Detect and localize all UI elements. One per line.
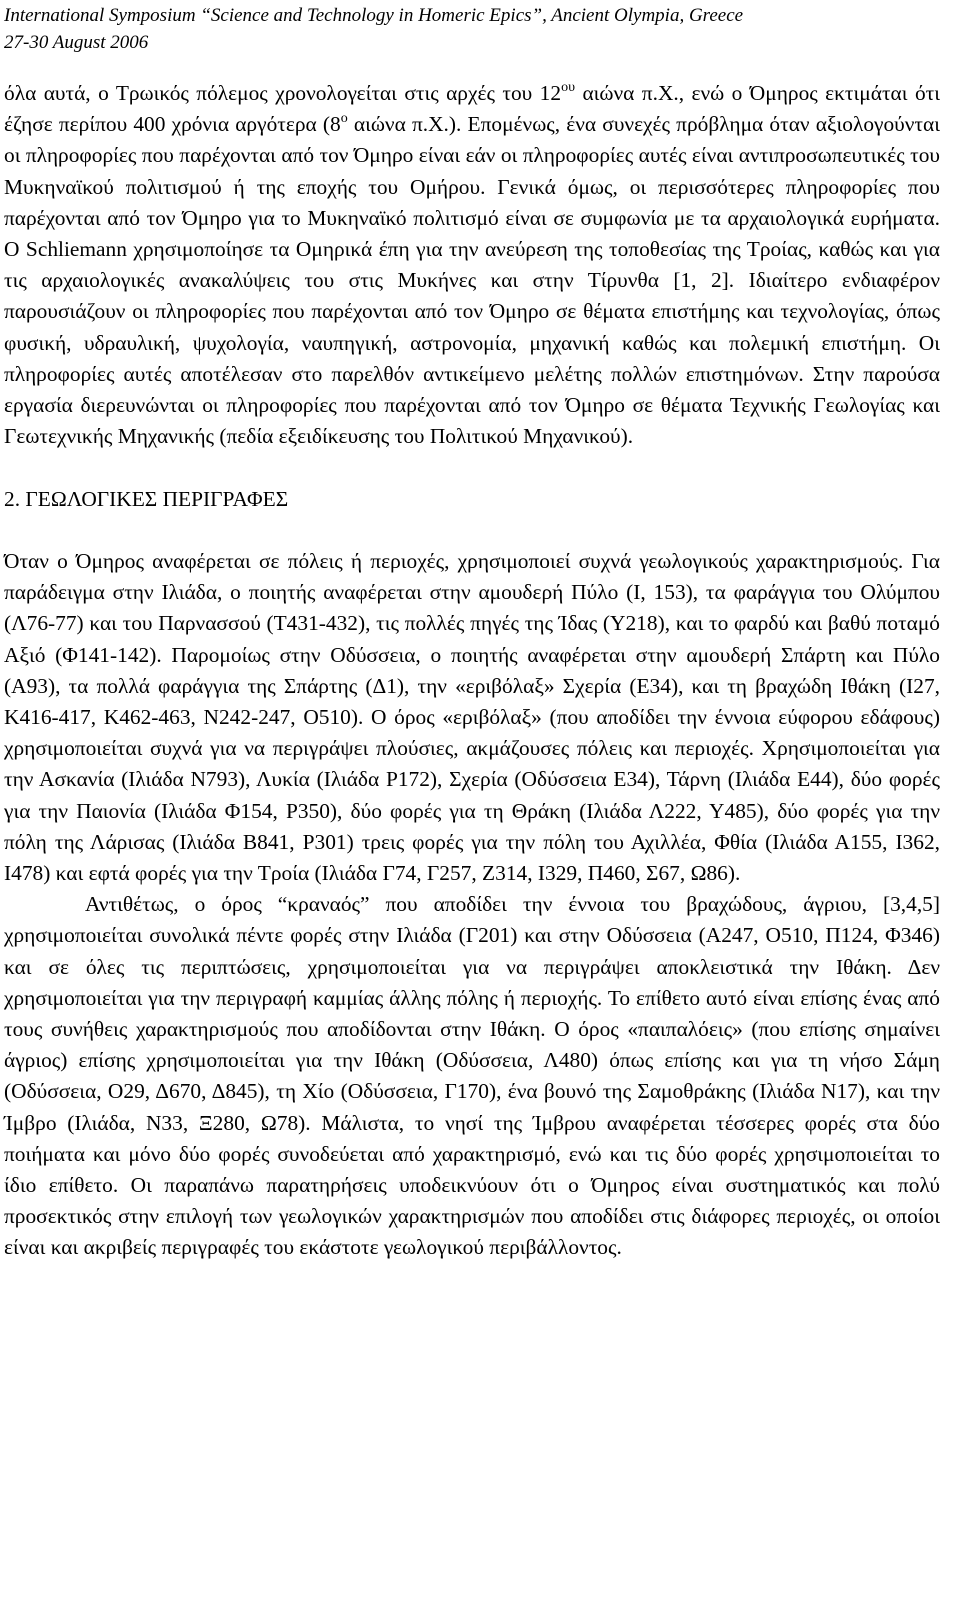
section-paragraph-2: Αντιθέτως, ο όρος “κραναός” που αποδίδει την έννοια του βραχώδους, άγριου, [3,4,5] χρησιμοποιείται συνολικά πέντε φορές στην Ιλιάδα (Γ201) και στην Οδύσσεια (Α247, Ο510, Π124, Φ346) και σε όλες τις περιπτώσεις, χρησιμοποιείται για να περιγράψει αποκλειστικά την Ιθάκη. Δεν χρησιμοποιείται για την περιγραφή καμμίας άλλης πόλης ή περιοχής. Το επίθετο αυτό είναι επίσης ένας από τους συνήθεις χαρακτηρισμούς που αποδίδονται στην Ιθάκη. Ο όρος «παιπαλόεις» (που επίσης σημαίνει άγριος) επίσης χρησιμοποιείται για την Ιθάκη (Οδύσσεια, Λ480) όπως επίσης και για τη νήσο Σάμη (Οδύσσεια, Ο29, Δ670, Δ845), τη Χίο (Οδύσσεια, Γ170), ένα βουνό της Σαμοθράκης (Ιλιάδα Ν17), και την Ίμβρο (Ιλιάδα, Ν33, Ξ280, Ω78). Μάλιστα, το νησί της Ίμβρου αναφέρεται τέσσερες φορές στα δύο ποιήματα και μόνο δύο φορές συνοδεύεται από χαρακτηρισμό, ενώ και τις δύο φορές χρησιμοποιείται το ίδιο επίθετο. Οι παραπάνω παρατηρήσεις υποδεικνύουν ότι ο Όμηρος είναι συστηματικός και πολύ προσεκτικός στην επιλογή των γεωλογικών χαρακτηρισμών που αποδίδει στις διάφορες περιοχές, οι οποίοι είναι και ακριβείς περιγραφές του εκάστοτε γεωλογικού περιβάλλοντος. — [4, 892, 940, 1260]
intro-paragraph — [4, 78, 940, 452]
intro-superscript-b: ο — [340, 111, 348, 127]
intro-lead-b: αιώνα π.Χ., ενώ ο Όμηρος εκτιμάται ότι έζησε περίπου 400 χρόνια αργότερα (8 — [4, 81, 940, 137]
page-body — [4, 78, 940, 1264]
intro-rest: αιώνα π.Χ.). Επομένως, ένα συνεχές πρόβλημα όταν αξιολογούνται οι πληροφορίες που παρέχονται από τον Όμηρο είναι εάν οι πληροφορίες αυτές είναι αντιπροσωπευτικές του Μυκηναϊκού πολιτισμού ή της εποχής του Ομήρου. Γενικά όμως, οι περισσότερες πληροφορίες που παρέχονται από τον Όμηρο για το Μυκηναϊκό πολιτισμό είναι σε συμφωνία με τα αρχαιολογικά ευρήματα. Ο Schliemann χρησιμοποίησε τα Ομηρικά έπη για την ανεύρεση της τοποθεσίας της Τροίας, καθώς και για τις αρχαιολογικές ανακαλύψεις του στις Μυκήνες και στην Τίρυνθα [1, 2]. Ιδιαίτερο ενδιαφέρον παρουσιάζουν οι πληροφορίες που παρέχονται από τον Όμηρο σε θέματα επιστήμης και τεχνολογίας, όπως φυσική, υδραυλική, ψυχολογία, ναυπηγική, αστρονομία, μηχανική καθώς και πολεμική επιστήμη. Οι πληροφορίες αυτές αποτέλεσαν στο παρελθόν αντικείμενο μελέτης πολλών επιστημόνων. Στην παρούσα εργασία διερευνώνται οι πληροφορίες που παρέχονται από τον Όμηρο σε θέματα Τεχνικής Γεωλογίας και Γεωτεχνικής Μηχανικής (πεδία εξειδίκευσης του Πολιτικού Μηχανικού). — [4, 112, 940, 449]
header-symposium-line: International Symposium “Science and Technology in Homeric Epics”, Ancient Olympia, Greece — [4, 5, 744, 26]
spacer — [4, 452, 940, 483]
section-heading: 2. ΓΕΩΛΟΓΙΚΕΣ ΠΕΡΙΓΡΑΦΕΣ — [4, 486, 289, 511]
running-header — [4, 2, 944, 56]
header-date-line: 27-30 August 2006 — [4, 32, 149, 53]
spacer — [4, 515, 940, 546]
intro-lead-a: όλα αυτά, ο Τρωικός πόλεμος χρονολογείται στις αρχές του 12 — [4, 81, 562, 105]
section-paragraph-1: Όταν ο Όμηρος αναφέρεται σε πόλεις ή περιοχές, χρησιμοποιεί συχνά γεωλογικούς χαρακτηρισμούς. Για παράδειγμα στην Ιλιάδα, ο ποιητής αναφέρεται στην αμουδερή Πύλο (Ι, 153), τα φαράγγια του Ολύμπου (Λ76-77) και του Παρνασσού (Τ431-432), τις πολλές πηγές της Ίδας (Υ218), και το φαρδύ και βαθύ ποταμό Αξιό (Φ141-142). Παρομοίως στην Οδύσσεια, ο ποιητής αναφέρεται στην αμουδερή Σπάρτη και Πύλο (Α93), τα πολλά φαράγγια της Σπάρτης (Δ1), την «εριβόλαξ» Σχερία (Ε34), και τη βραχώδη Ιθάκη (Ι27, Κ416-417, Κ462-463, Ν242-247, Ο510). Ο όρος «εριβόλαξ» (που αποδίδει την έννοια εύφορου εδάφους) χρησιμοποιείται συχνά για να περιγράψει πλούσιες, ακμάζουσες πόλεις και περιοχές. Χρησιμοποιείται για την Ασκανία (Ιλιάδα Ν793), Λυκία (Ιλιάδα Ρ172), Σχερία (Οδύσσεια Ε34), Τάρνη (Ιλιάδα Ε44), δύο φορές για την Παιονία (Ιλιάδα Φ154, Ρ350), δύο φορές για τη Θράκη (Ιλιάδα Λ222, Υ485), δύο φορές για την πόλη της Λάρισας (Ιλιάδα Β841, Ρ301) τρεις φορές για την πόλη του Αχιλλέα, Φθία (Ιλιάδα Α155, Ι362, Ι478) και εφτά φορές για την Τροία (Ιλιάδα Γ74, Γ257, Ζ314, Ι329, Π460, Σ67, Ω86). — [4, 549, 940, 886]
intro-superscript-a: ου — [561, 80, 576, 95]
